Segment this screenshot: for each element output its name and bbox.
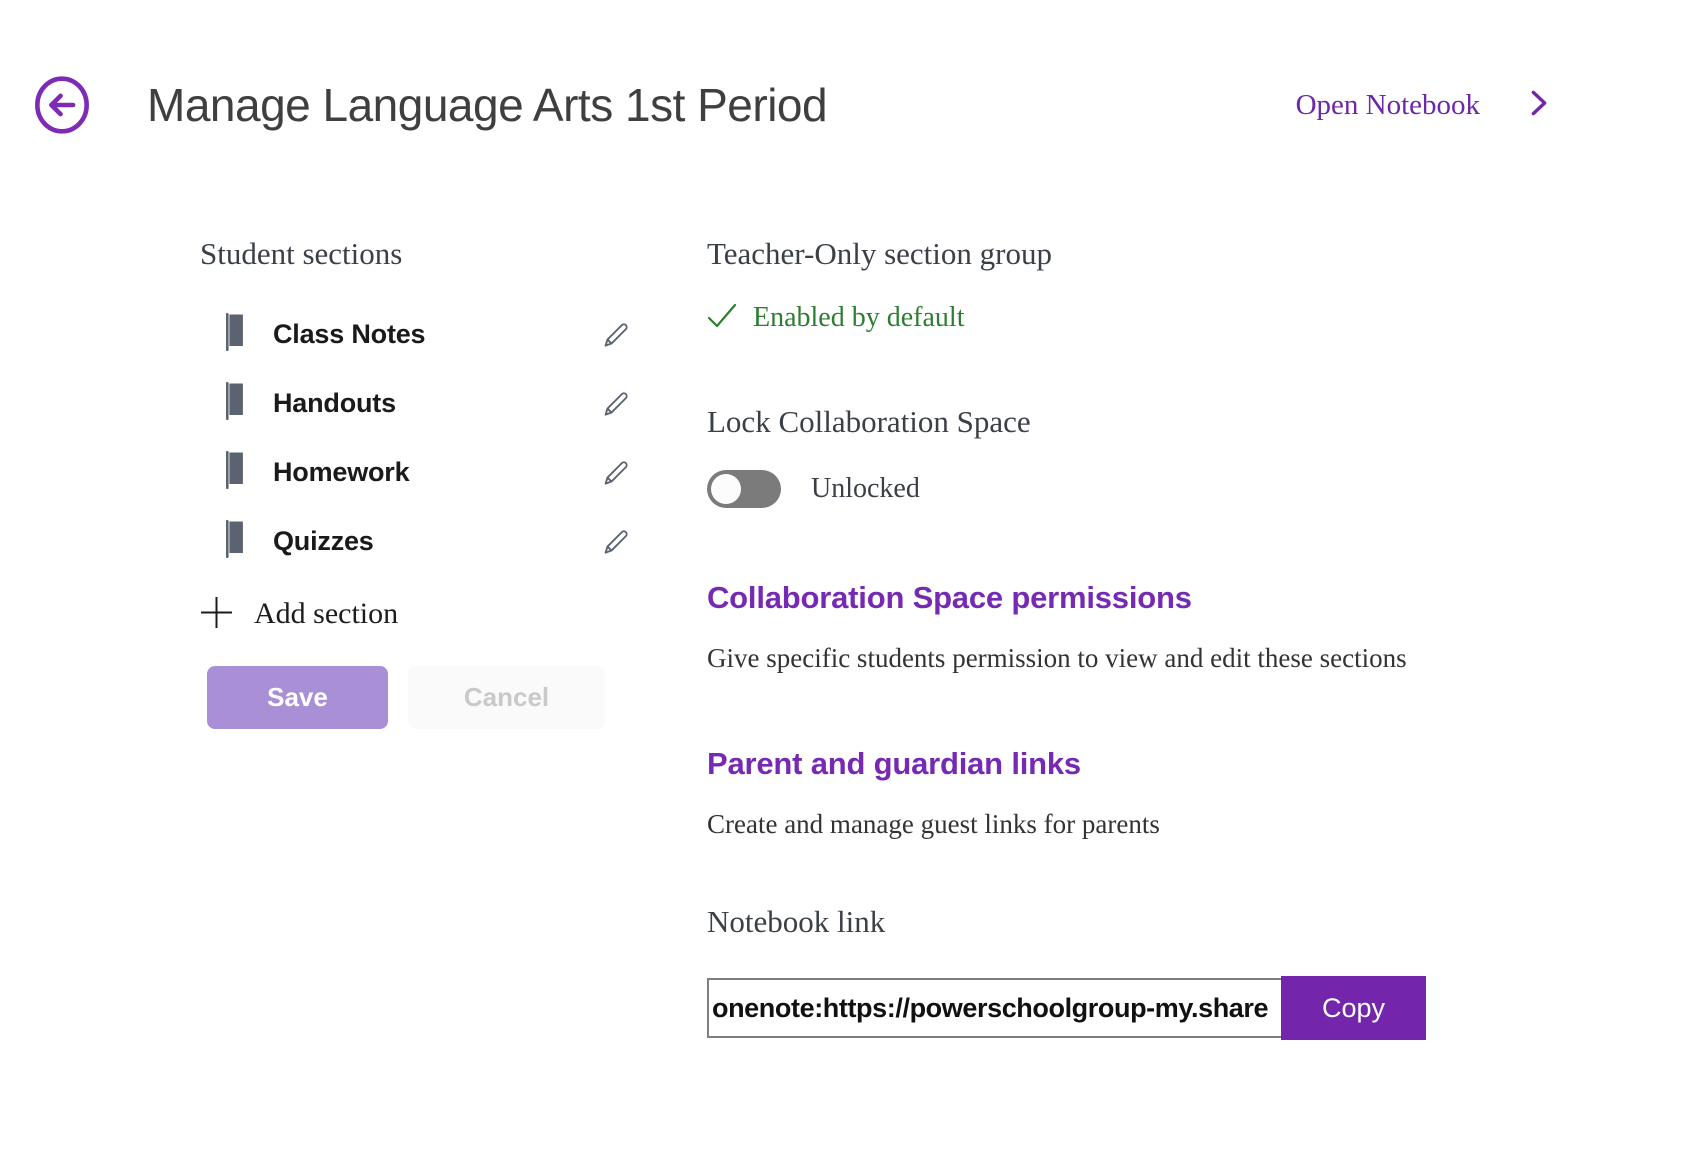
check-icon [707, 303, 737, 334]
section-row-class-notes[interactable] [200, 300, 632, 369]
teacher-only-status [707, 302, 1447, 334]
save-button[interactable]: Save [207, 666, 388, 729]
student-sections-heading: Student sections [200, 236, 403, 271]
notebook-link-row [707, 978, 1447, 1040]
pencil-icon [600, 547, 632, 562]
toggle-knob [711, 474, 741, 504]
main-content [0, 236, 1690, 1040]
cancel-button[interactable]: Cancel [408, 666, 605, 729]
page-title: Manage Language Arts 1st Period [147, 79, 828, 131]
parent-guardian-links-link[interactable]: Parent and guardian links [707, 746, 1081, 781]
parent-guardian-links-description: Create and manage guest links for parents [707, 809, 1160, 839]
section-label: Handouts [273, 388, 396, 418]
teacher-only-heading: Teacher-Only section group [707, 236, 1052, 271]
toggle-state-label: Unlocked [811, 473, 920, 504]
back-button[interactable] [33, 76, 91, 134]
edit-section-button[interactable] [600, 456, 632, 490]
add-section-label: Add section [254, 597, 399, 630]
edit-section-button[interactable] [600, 318, 632, 352]
copy-link-button[interactable]: Copy [1281, 976, 1426, 1040]
section-row-quizzes[interactable] [200, 507, 632, 576]
notebook-section-icon [222, 449, 246, 496]
notebook-link-heading: Notebook link [707, 904, 886, 939]
chevron-right-icon [1526, 86, 1552, 125]
section-label: Homework [273, 457, 410, 487]
section-row-homework[interactable] [200, 438, 632, 507]
arrow-left-circle-icon [33, 76, 91, 134]
notebook-settings-panel [707, 236, 1447, 1040]
student-sections-panel [200, 236, 632, 1040]
edit-section-button[interactable] [600, 525, 632, 559]
section-row-handouts[interactable] [200, 369, 632, 438]
open-notebook-label: Open Notebook [1295, 88, 1480, 121]
pencil-icon [600, 409, 632, 424]
section-label: Quizzes [273, 526, 374, 556]
collaboration-permissions-description: Give specific students permission to view and edit these sections [707, 643, 1407, 673]
lock-collaboration-heading: Lock Collaboration Space [707, 404, 1031, 439]
teacher-only-status-text: Enabled by default [753, 302, 965, 333]
lock-collaboration-control [707, 470, 1447, 508]
notebook-section-icon [222, 311, 246, 358]
collaboration-permissions-link[interactable]: Collaboration Space permissions [707, 580, 1192, 615]
notebook-section-icon [222, 518, 246, 565]
notebook-section-icon [222, 380, 246, 427]
open-notebook-link[interactable] [1296, 86, 1552, 125]
notebook-link-input[interactable] [707, 978, 1281, 1038]
edit-section-button[interactable] [600, 387, 632, 421]
section-actions [207, 666, 632, 729]
pencil-icon [600, 340, 632, 355]
lock-collaboration-toggle[interactable] [707, 470, 781, 508]
plus-icon [200, 596, 233, 632]
header [0, 0, 1690, 134]
section-list [200, 300, 632, 576]
section-label: Class Notes [273, 319, 426, 349]
add-section-button[interactable] [200, 596, 398, 632]
pencil-icon [600, 478, 632, 493]
